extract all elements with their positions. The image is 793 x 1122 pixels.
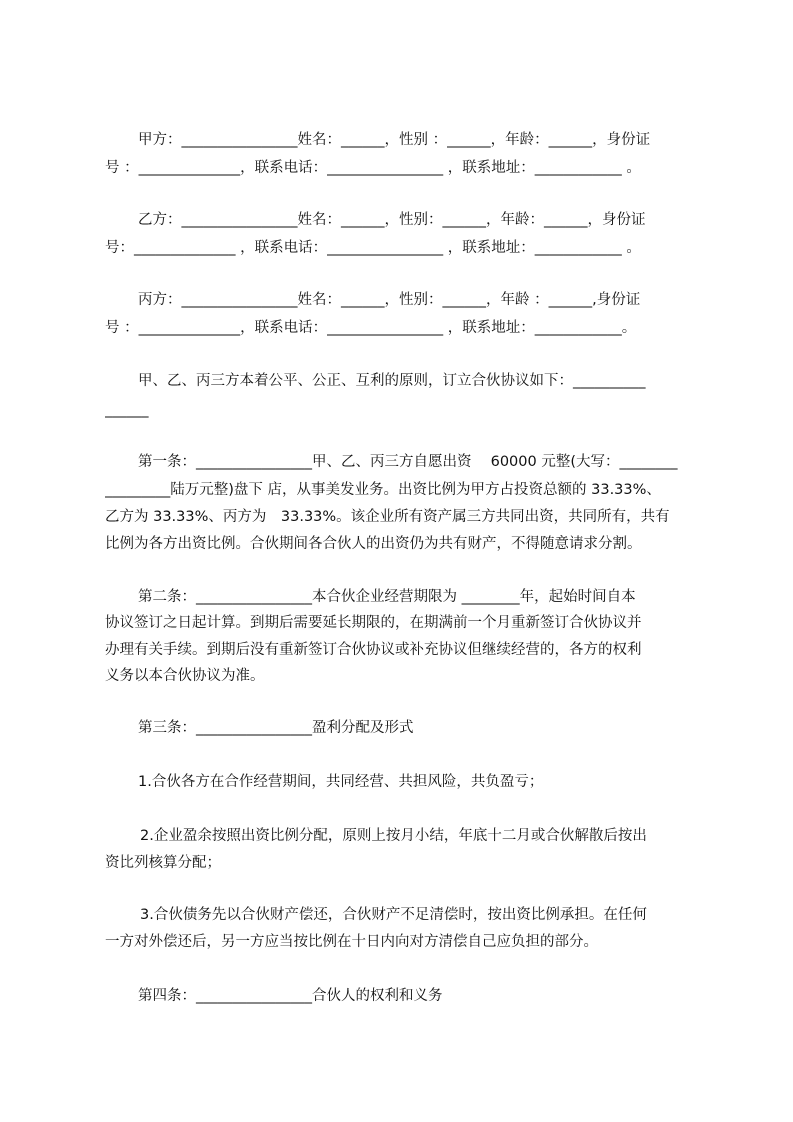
article-1-line-2: _________陆万元整)盘下 店，从事美发业务。出资比例为甲方占投资总额的 33.33%、 xyxy=(105,482,661,498)
article-1-line-1: 第一条：________________甲、乙、丙三方自愿出资 60000 元整(大写：________ xyxy=(138,454,678,470)
intro-line-1: 甲、乙、丙三方本着公平、公正、互利的原则，订立合伙协议如下：__________ xyxy=(138,373,646,389)
party-b-line-1: 乙方：________________姓名：______，性别：______，年龄：______，身份证 xyxy=(138,212,646,228)
article-3-heading: 第三条：________________盈利分配及形式 xyxy=(138,720,414,736)
article-1-line-3: 乙方为 33.33%、丙方为 33.33%。该企业所有资产属三方共同出资，共同所有，共有 xyxy=(105,509,670,525)
party-a-line-1: 甲方：________________姓名：______，性别 ：______，年龄：______，身份证 xyxy=(138,132,651,148)
party-c-line-1: 丙方：________________姓名：______，性别：______，年龄 ：______,身份证 xyxy=(138,292,641,308)
article-3-item-1: 1.合伙各方在合作经营期间，共同经营、共担风险，共负盈亏； xyxy=(138,774,544,790)
article-3-item-3-line-2: 一方对外偿还后，另一方应当按比例在十日内向对方清偿自己应负担的部分。 xyxy=(105,934,598,950)
party-c-line-2: 号 ：______________，联系电话：________________ ，联系地址：____________。 xyxy=(105,320,637,336)
article-3-item-2-line-2: 资比列核算分配； xyxy=(105,855,221,871)
article-3-item-2-line-1: 2.企业盈余按照出资比例分配，原则上按月小结，年底十二月或合伙解散后按出 xyxy=(140,828,647,844)
article-2-line-4: 义务以本合伙协议为准。 xyxy=(105,668,265,684)
article-2-line-2: 协议签订之日起计算。到期后需要延长期限的，在期满前一个月重新签订合伙协议并 xyxy=(105,615,642,631)
party-a-line-2: 号 ：______________，联系电话：________________ ，联系地址：____________ 。 xyxy=(105,160,641,176)
article-4-heading: 第四条：________________合伙人的权利和义务 xyxy=(138,988,443,1004)
intro-line-2: ______ xyxy=(105,402,149,418)
article-2-line-3: 办理有关手续。到期后没有重新签订合伙协议或补充协议但继续经营的，各方的权利 xyxy=(105,642,642,658)
article-3-item-3-line-1: 3.合伙债务先以合伙财产偿还，合伙财产不足清偿时，按出资比例承担。在任何 xyxy=(140,907,647,923)
article-2-line-1: 第二条：________________本合伙企业经营期限为 ________年，起始时间自本 xyxy=(138,589,636,605)
article-1-line-4: 比例为各方出资比例。合伙期间各合伙人的出资仍为共有财产，不得随意请求分割。 xyxy=(105,536,642,552)
party-b-line-2: 号：______________ ，联系电话：________________ ，联系地址：____________ 。 xyxy=(105,240,641,256)
